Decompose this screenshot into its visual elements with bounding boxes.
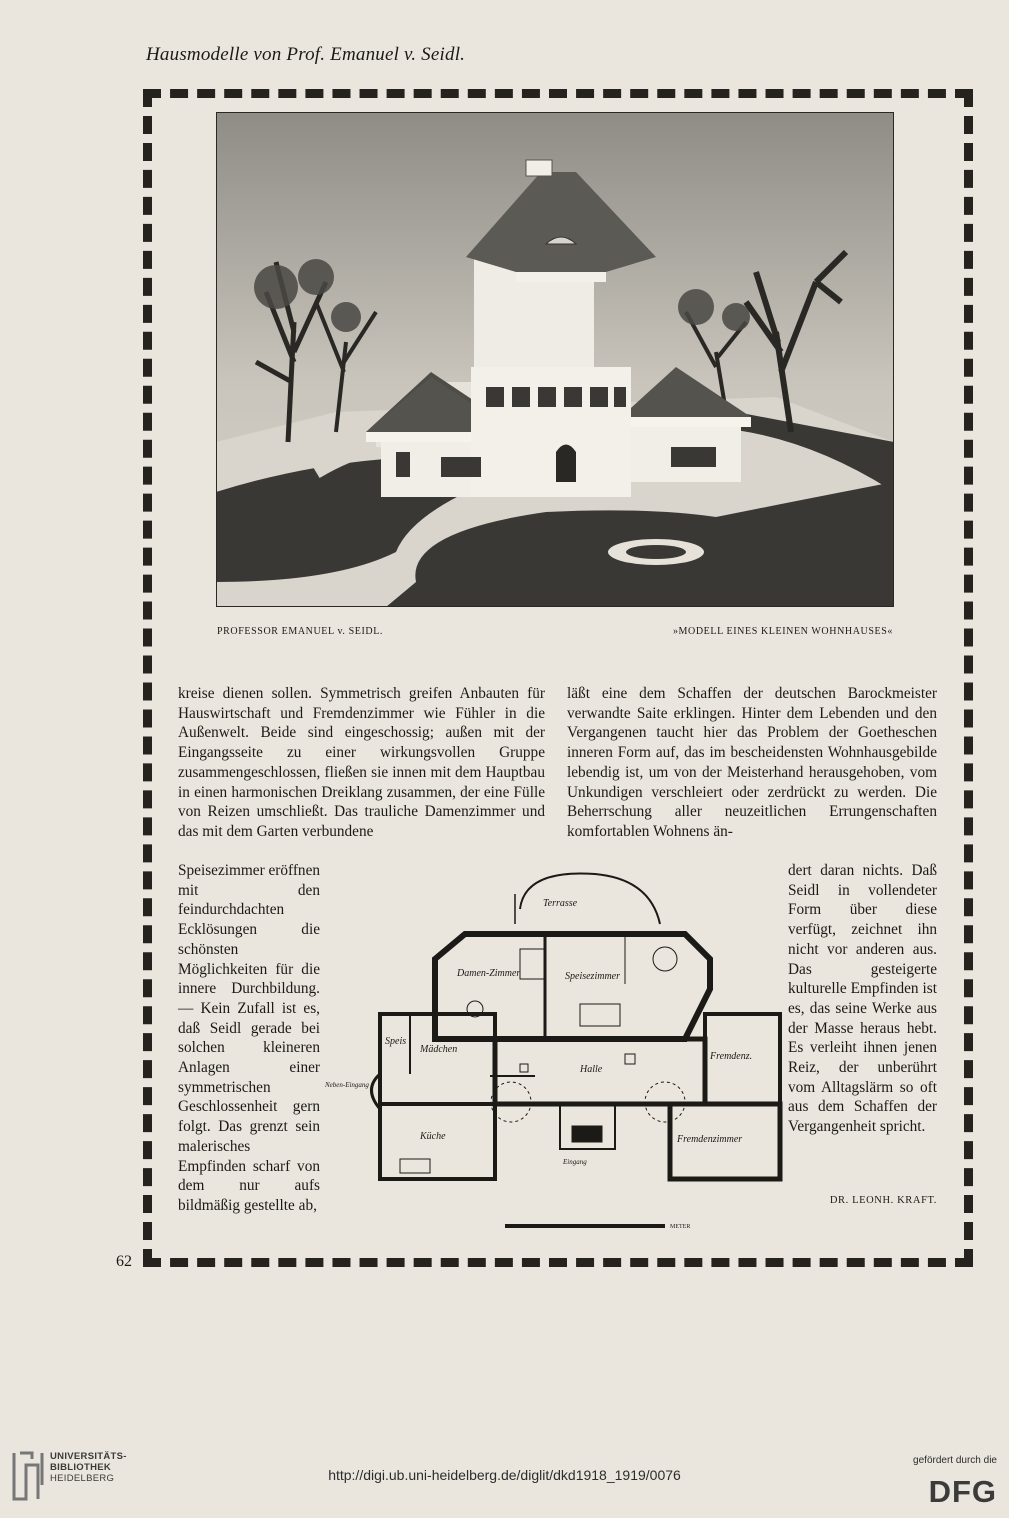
floor-plan (325, 864, 785, 1244)
paragraph: läßt eine dem Schaffen der deutschen Barockmeister verwandte Saite erklingen. Hinter dem Lebenden und den Vergangenen taucht hier das Problem der Goetheschen inneren Form auf, das im bescheidensten Wohnhausgebilde lebendig ist, um von der Meisterhand herausgehoben, vom Unkundigen verschleiert oder zerdrückt zu werden. Die Beherrschung aller neuzeitlichen Errungenschaften komfortablen Wohnens än- (567, 685, 937, 840)
plan-label-hall: Halle (580, 1064, 603, 1075)
plan-label-side-entry: Neben-Eingang (325, 1081, 369, 1089)
floor-plan-drawing (325, 864, 785, 1244)
photo-caption-right: »MODELL EINES KLEINEN WOHNHAUSES« (672, 626, 893, 637)
plan-label-entry: Eingang (563, 1158, 587, 1166)
funding-note: gefördert durch die (913, 1455, 997, 1466)
library-name-line2: BIBLIOTHEK (50, 1462, 112, 1473)
article-text-left-top (178, 684, 545, 842)
plan-label-guest-room-small: Fremdenz. (710, 1051, 753, 1062)
plan-label-guest-room: Fremdenzimmer (677, 1134, 743, 1145)
plan-label-terrace: Terrasse (543, 898, 578, 909)
photo-caption-left: PROFESSOR EMANUEL v. SEIDL. (217, 626, 384, 637)
source-url[interactable]: http://digi.ub.uni-heidelberg.de/diglit/dkd1918_1919/0076 (328, 1467, 681, 1483)
plan-label-ladies: Damen-Zimmer (457, 968, 521, 979)
running-head: Hausmodelle von Prof. Emanuel v. Seidl. (146, 44, 466, 65)
dfg-logo: DFG (928, 1474, 997, 1509)
house-model-photo (216, 112, 894, 607)
plan-scale-unit: METER (670, 1224, 691, 1230)
plan-label-kitchen: Küche (420, 1131, 446, 1142)
house-model-illustration (216, 112, 894, 607)
library-name-line3: HEIDELBERG (50, 1473, 115, 1484)
plan-label-pantry: Speis (385, 1036, 407, 1047)
author-signature: DR. LEONH. KRAFT. (829, 1195, 937, 1206)
library-name-line1: UNIVERSITÄTS- (50, 1451, 127, 1462)
plan-label-dining: Speisezimmer (565, 971, 620, 982)
article-text-left-bottom (178, 861, 320, 1216)
plan-label-maid: Mädchen (420, 1044, 458, 1055)
article-text-right-bottom (788, 861, 937, 1137)
article-text-right-top (567, 684, 937, 842)
paragraph: Speisezimmer eröffnen mit den feindurchdachten Ecklösungen die schönsten Möglichkeiten für die innere Durchbildung. — Kein Zufall ist es, daß Seidl gerade bei solchen kleineren Anlagen einer symmetrischen Geschlossenheit gern folgt. Das grenzt sein malerisches Empfinden scharf von dem nur aufs bildmäßig gestellte ab, (178, 862, 321, 1214)
paragraph: kreise dienen sollen. Symmetrisch greifen Anbauten für Hauswirtschaft und Fremdenzimmer wie Fühler in die Außenwelt. Beide sind eingeschossig; außen mit der Eingangsseite zu einer wirkungsvollen Gruppe zusammengeschlossen, fließen sie innen mit dem Hauptbau in einen harmonischen Dreiklang zusammen, der eine Fülle von Reizen umschließt. Das trauliche Damenzimmer und das mit dem Garten verbundene (178, 685, 545, 840)
paragraph: dert daran nichts. Daß Seidl in vollendeter Form über diese verfügt, zeichnet ihn nicht vor anderen aus. Das gesteigerte kulturelle Empfinden ist es, das seine Werke aus der Masse heraus hebt. Es verleiht ihnen jenen Reiz, der unberührt vom Alltagslärm so oft aus dem Schaffen der Vergangenheit spricht. (788, 862, 937, 1136)
page-number: 62 (116, 1253, 132, 1270)
